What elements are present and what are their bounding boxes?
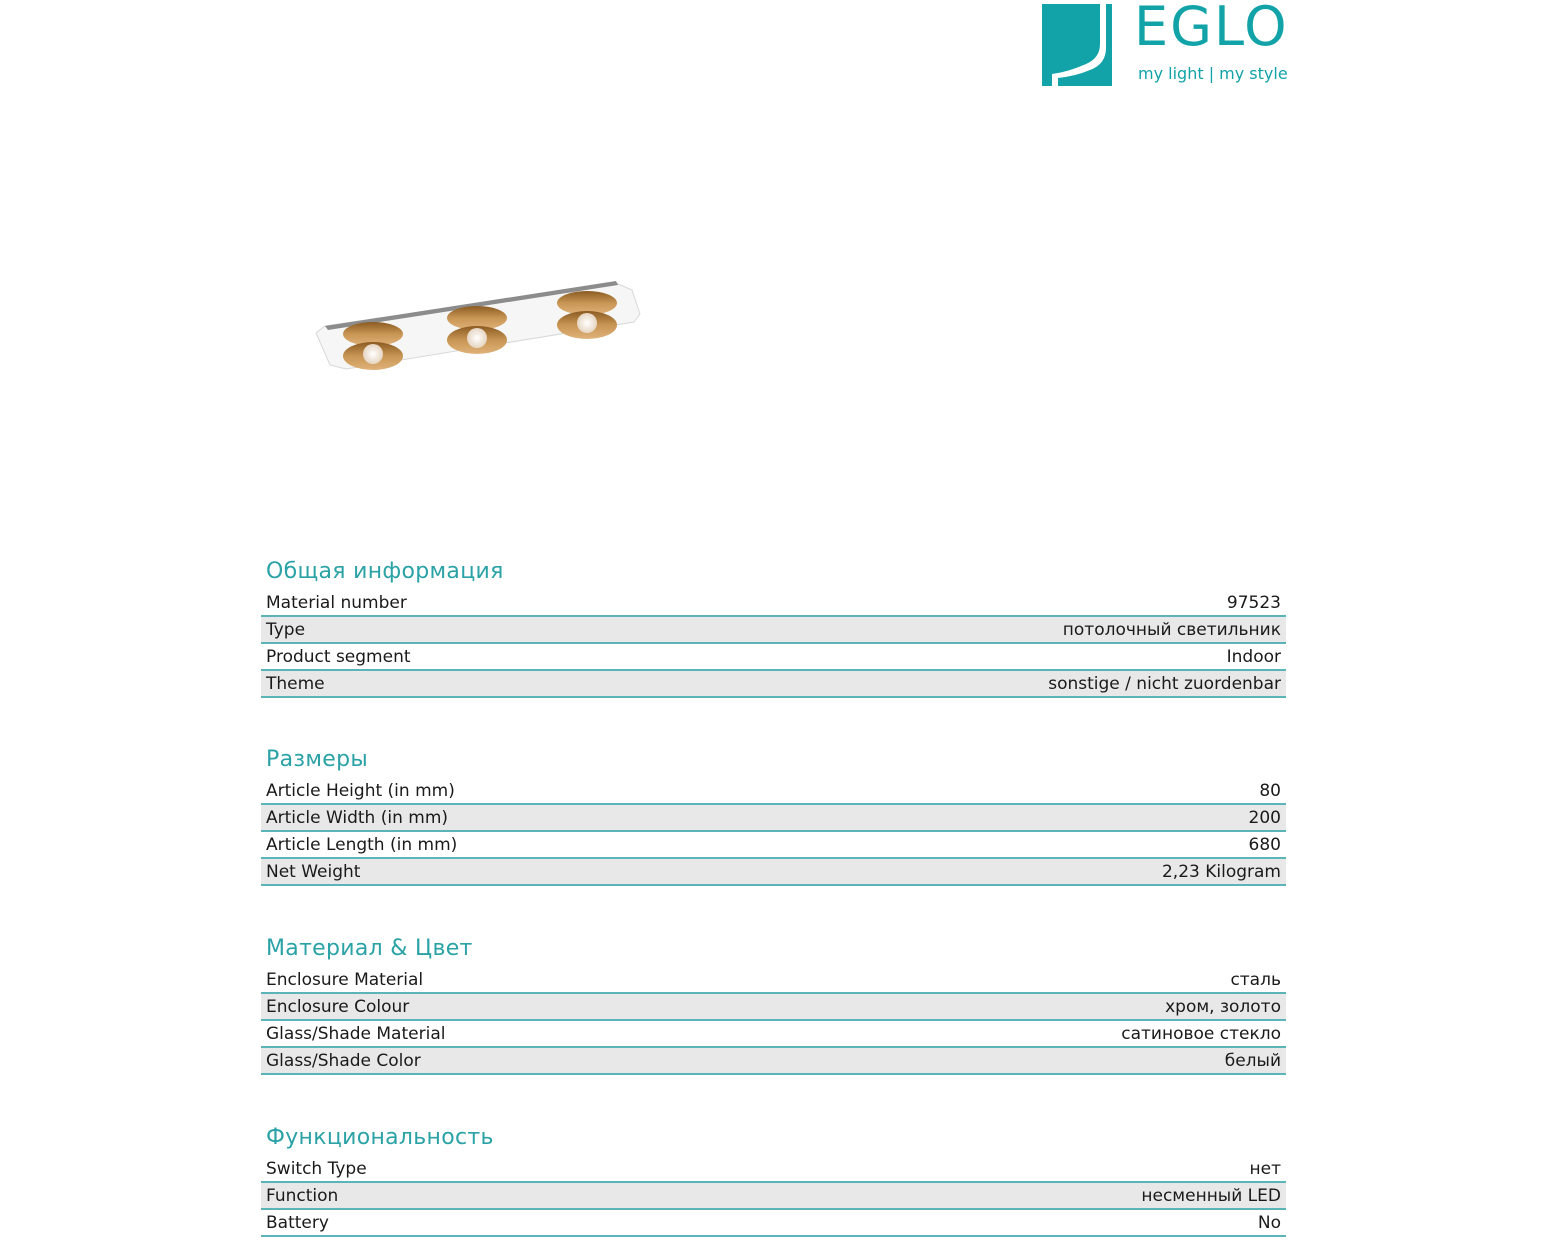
row-label: Material number — [266, 592, 407, 613]
table-row — [261, 1021, 1286, 1048]
row-label: Type — [266, 619, 306, 640]
section-general-info — [261, 554, 1286, 698]
table-row — [261, 1183, 1286, 1210]
row-value: sonstige / nicht zuordenbar — [1048, 673, 1281, 694]
table-row — [261, 617, 1286, 644]
row-value: 80 — [1259, 780, 1281, 801]
row-label: Battery — [266, 1212, 329, 1233]
table-row — [261, 994, 1286, 1021]
row-value: 680 — [1248, 834, 1281, 855]
row-value: Indoor — [1226, 646, 1281, 667]
row-value: сатиновое стекло — [1121, 1023, 1281, 1044]
row-value: нет — [1249, 1158, 1281, 1179]
row-label: Glass/Shade Material — [266, 1023, 446, 1044]
table-row — [261, 1210, 1286, 1237]
row-label: Net Weight — [266, 861, 361, 882]
row-label: Article Length (in mm) — [266, 834, 458, 855]
section-dimensions — [261, 742, 1286, 886]
table-row — [261, 778, 1286, 805]
section-title: Функциональность — [266, 1125, 494, 1150]
row-value: 200 — [1248, 807, 1281, 828]
section-title: Общая информация — [266, 559, 504, 584]
row-label: Article Height (in mm) — [266, 780, 455, 801]
table-row — [261, 671, 1286, 698]
table-row — [261, 644, 1286, 671]
section-functionality — [261, 1120, 1286, 1237]
row-value: 2,23 Kilogram — [1161, 861, 1281, 882]
table-row — [261, 859, 1286, 886]
row-value: белый — [1224, 1050, 1281, 1071]
table-row — [261, 967, 1286, 994]
table-row — [261, 805, 1286, 832]
table-row — [261, 1048, 1286, 1075]
row-label: Switch Type — [266, 1158, 367, 1179]
row-value: хром, золото — [1165, 996, 1281, 1017]
row-value: потолочный светильник — [1062, 619, 1281, 640]
row-label: Enclosure Material — [266, 969, 424, 990]
brand-name: EGLO — [1134, 0, 1289, 58]
section-title: Материал & Цвет — [266, 936, 473, 961]
row-value: 97523 — [1226, 592, 1281, 613]
section-title: Размеры — [266, 747, 369, 772]
row-label: Article Width (in mm) — [266, 807, 449, 828]
row-value: несменный LED — [1141, 1185, 1281, 1206]
row-value: сталь — [1230, 969, 1281, 990]
table-row — [261, 832, 1286, 859]
row-value: No — [1257, 1212, 1281, 1233]
row-label: Theme — [266, 673, 325, 694]
row-label: Glass/Shade Color — [266, 1050, 421, 1071]
row-label: Function — [266, 1185, 339, 1206]
row-label: Enclosure Colour — [266, 996, 410, 1017]
eglo-logo-mark-icon — [1042, 4, 1126, 86]
table-row — [261, 590, 1286, 617]
product-image — [300, 270, 660, 390]
brand-tagline: my light | my style — [1138, 64, 1288, 83]
row-label: Product segment — [266, 646, 411, 667]
section-material-color — [261, 931, 1286, 1075]
table-row — [261, 1156, 1286, 1183]
brand-logo — [1042, 0, 1292, 88]
